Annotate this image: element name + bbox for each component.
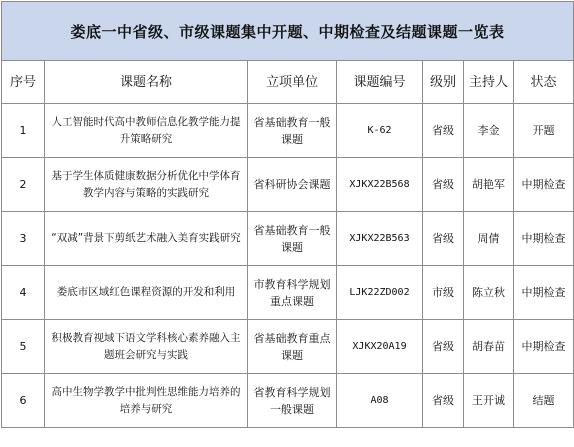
cell-state: 中期检查 (514, 158, 574, 212)
cell-host: 李金 (464, 104, 514, 158)
column-header-unit: 立项单位 (248, 61, 337, 104)
cell-index: 1 (2, 104, 45, 158)
cell-level: 市级 (423, 266, 464, 320)
cell-code: XJKX22B568 (337, 158, 423, 212)
cell-index: 5 (2, 320, 45, 374)
cell-topic-name: 积极教育视域下语文学科核心素养融入主题班会研究与实践 (45, 320, 248, 374)
cell-state: 开题 (514, 104, 574, 158)
cell-unit: 市教育科学规划重点课题 (248, 266, 337, 320)
cell-level: 省级 (423, 374, 464, 428)
cell-index: 3 (2, 212, 45, 266)
cell-code: K-62 (337, 104, 423, 158)
cell-state: 中期检查 (514, 266, 574, 320)
cell-index: 4 (2, 266, 45, 320)
table-title: 娄底一中省级、市级课题集中开题、中期检查及结题课题一览表 (2, 2, 574, 61)
cell-level: 省级 (423, 158, 464, 212)
cell-host: 陈立秋 (464, 266, 514, 320)
cell-topic-name: 基于学生体质健康数据分析优化中学体育教学内容与策略的实践研究 (45, 158, 248, 212)
cell-unit: 省基础教育一般课题 (248, 104, 337, 158)
topic-list-sheet (1, 1, 573, 445)
table-row (2, 320, 574, 374)
cell-level: 省级 (423, 104, 464, 158)
cell-topic-name: 娄底市区域红色课程资源的开发和利用 (45, 266, 248, 320)
column-header-index: 序号 (2, 61, 45, 104)
cell-state: 中期检查 (514, 212, 574, 266)
cell-unit: 省科研协会课题 (248, 158, 337, 212)
cell-state: 结题 (514, 374, 574, 428)
title-row (2, 2, 574, 61)
cell-level: 省级 (423, 212, 464, 266)
table-row (2, 374, 574, 428)
column-header-host: 主持人 (464, 61, 514, 104)
cell-unit: 省教育科学规划一般课题 (248, 374, 337, 428)
table-row (2, 266, 574, 320)
table-row (2, 104, 574, 158)
cell-topic-name: 高中生物学教学中批判性思维能力培养的培养与研究 (45, 374, 248, 428)
cell-code: XJKX20A19 (337, 320, 423, 374)
cell-host: 胡艳军 (464, 158, 514, 212)
header-row (2, 61, 574, 104)
cell-unit: 省基础教育一般课题 (248, 212, 337, 266)
column-header-state: 状态 (514, 61, 574, 104)
column-header-name: 课题名称 (45, 61, 248, 104)
topic-table (1, 1, 574, 428)
cell-index: 6 (2, 374, 45, 428)
cell-state: 中期检查 (514, 320, 574, 374)
cell-host: 周倩 (464, 212, 514, 266)
cell-topic-name: 人工智能时代高中教师信息化教学能力提升策略研究 (45, 104, 248, 158)
cell-unit: 省基础教育重点课题 (248, 320, 337, 374)
cell-level: 省级 (423, 320, 464, 374)
table-row (2, 158, 574, 212)
cell-index: 2 (2, 158, 45, 212)
cell-topic-name: “双减”背景下剪纸艺术融入美育实践研究 (45, 212, 248, 266)
cell-code: XJKX22B563 (337, 212, 423, 266)
cell-code: A08 (337, 374, 423, 428)
cell-host: 胡春苗 (464, 320, 514, 374)
cell-host: 王开诚 (464, 374, 514, 428)
column-header-level: 级别 (423, 61, 464, 104)
column-header-code: 课题编号 (337, 61, 423, 104)
table-row (2, 212, 574, 266)
cell-code: LJK22ZD002 (337, 266, 423, 320)
